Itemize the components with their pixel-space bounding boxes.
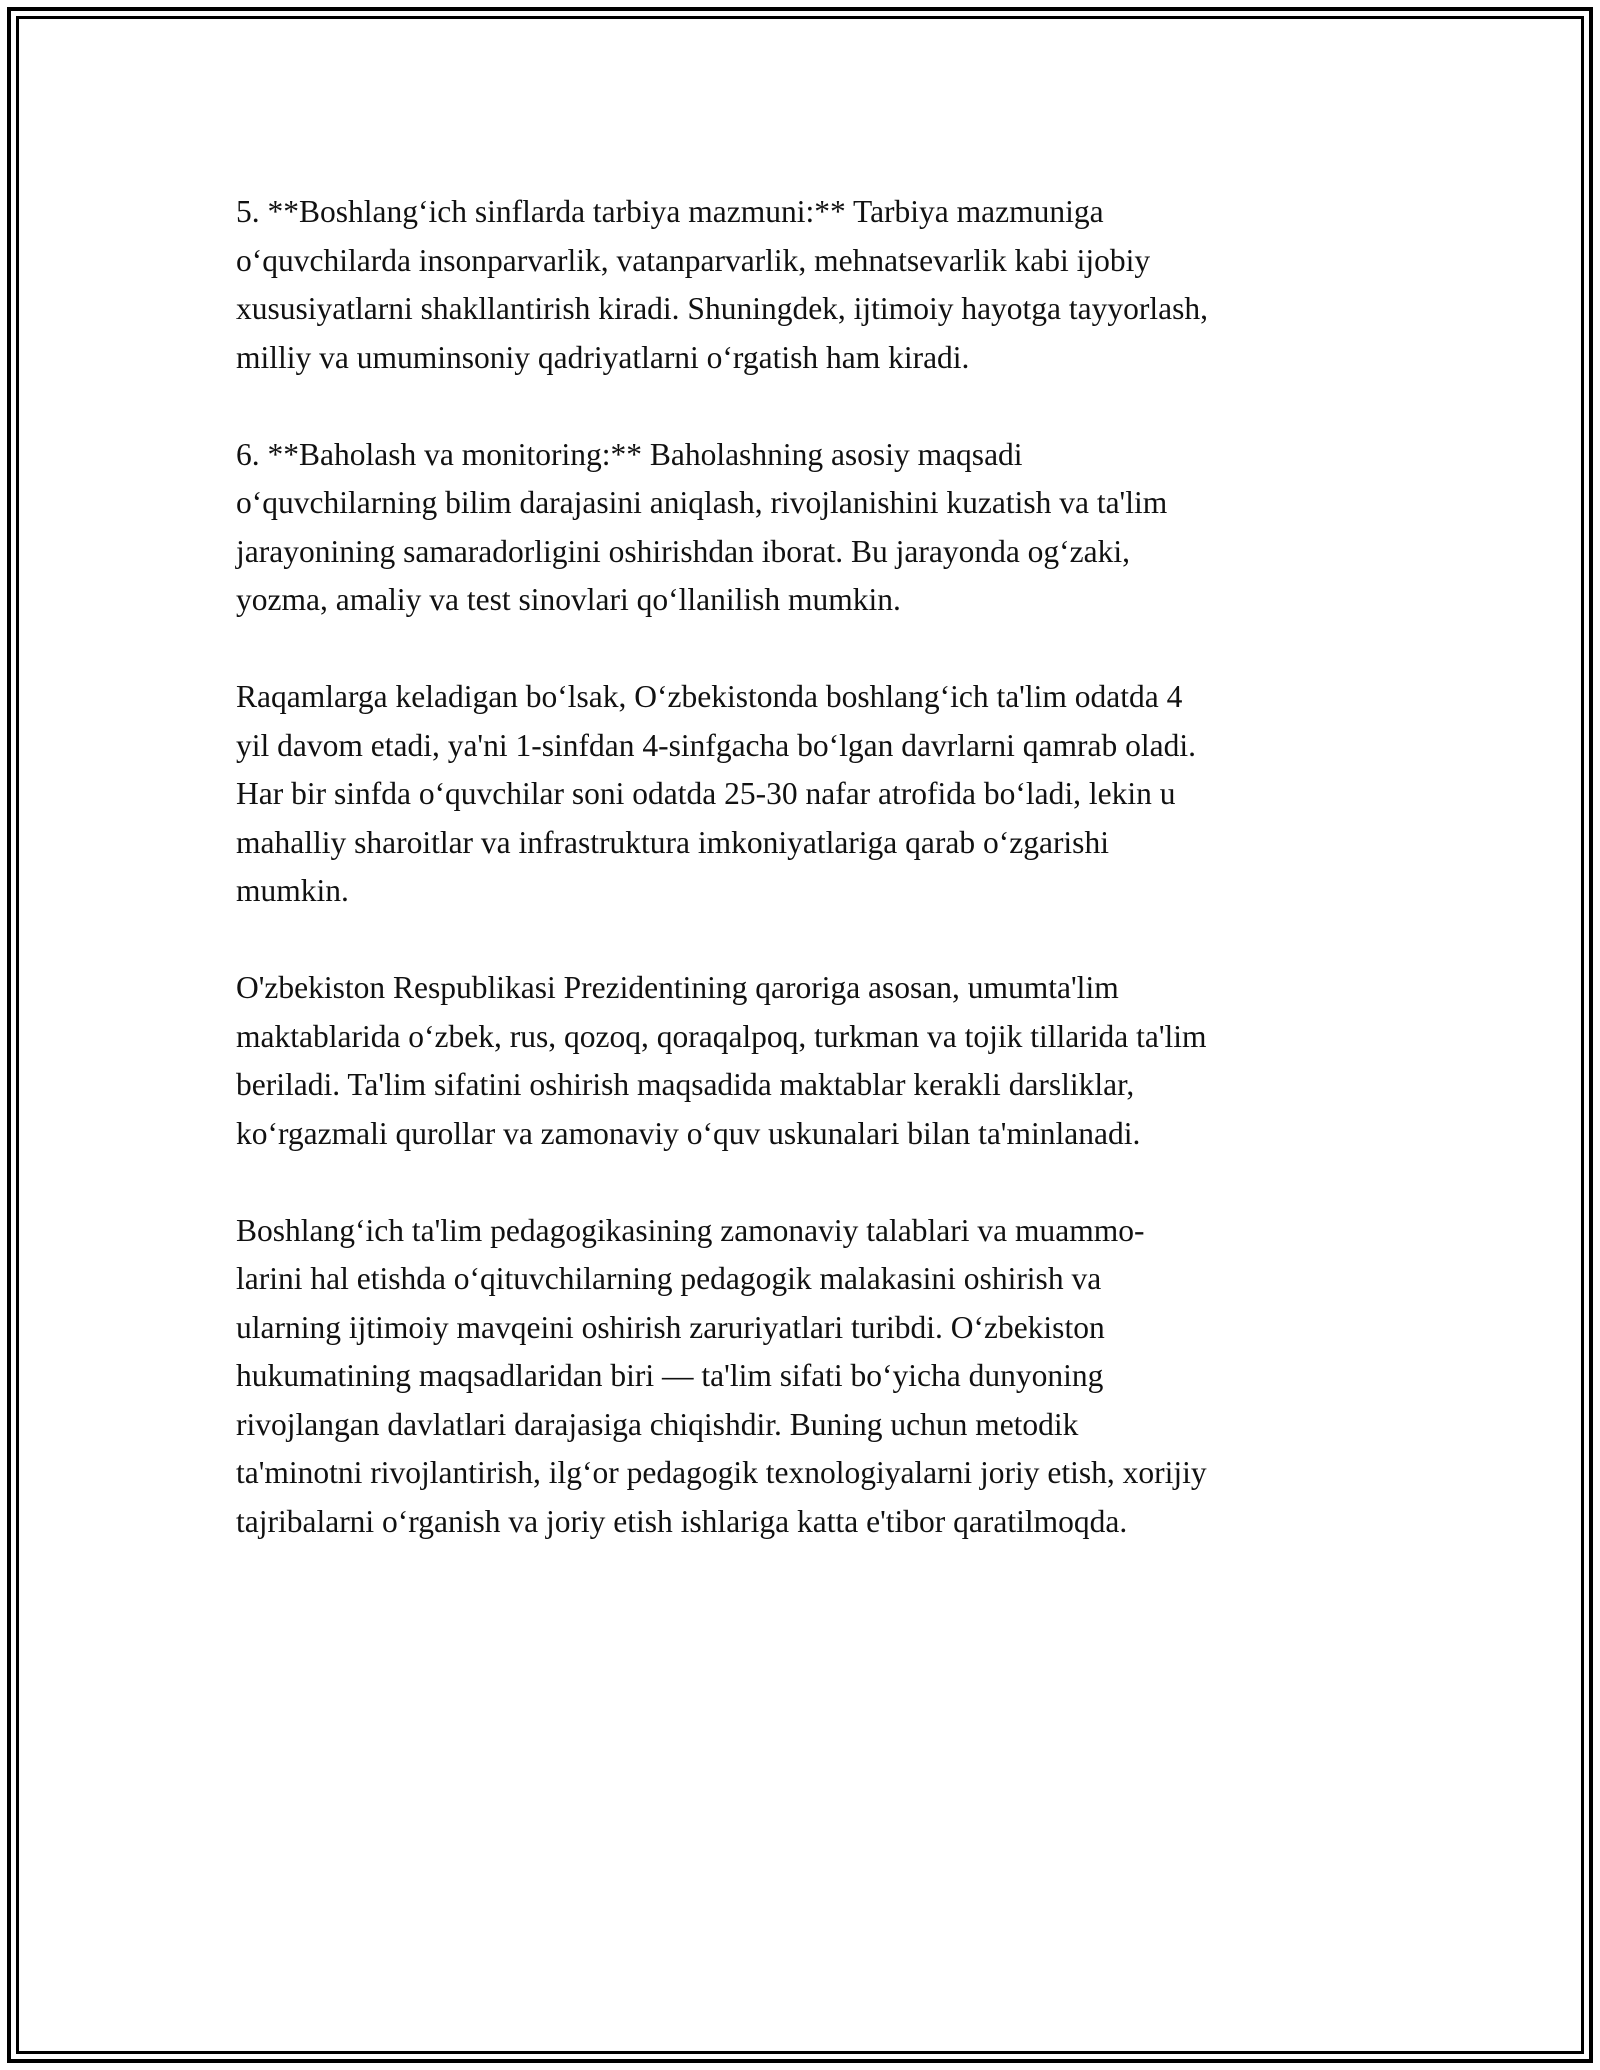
text-line: Raqamlarga keladigan bo‘lsak, O‘zbekistonda boshlang‘ich ta'lim odatda 4 <box>236 679 1183 714</box>
text-line: o‘quvchilarning bilim darajasini aniqlash, rivojlanishini kuzatish va ta'lim <box>236 485 1168 520</box>
text-line: larini hal etishda o‘qituvchilarning pedagogik malakasini oshirish va <box>236 1261 1102 1296</box>
text-line: Boshlang‘ich ta'lim pedagogikasining zamonaviy talablari va muammo- <box>236 1212 1145 1248</box>
text-line: maktablarida o‘zbek, rus, qozoq, qoraqalpoq, turkman va tojik tillarida ta'lim <box>236 1018 1207 1054</box>
text-line: yil davom etadi, ya'ni 1-sinfdan 4-sinfgacha bo‘lgan davrlarni qamrab oladi. <box>236 727 1196 763</box>
text-line: O'zbekiston Respublikasi Prezidentining qaroriga asosan, umumta'lim <box>236 970 1119 1005</box>
text-line: hukumatining maqsadlaridan biri — ta'lim sifati bo‘yicha dunyoning <box>236 1358 1104 1393</box>
text-line: Har bir sinfda o‘quvchilar soni odatda 25-30 nafar atrofida bo‘ladi, lekin u <box>236 776 1176 811</box>
paragraph-numbers <box>236 673 1376 916</box>
text-line: jarayonining samaradorligini oshirishdan iborat. Bu jarayonda og‘zaki, <box>236 533 1131 569</box>
paragraph-upbringing-content <box>236 188 1376 382</box>
text-line: mahalliy sharoitlar va infrastruktura imkoniyatlariga qarab o‘zgarishi <box>236 824 1109 860</box>
text-line: beriladi. Ta'lim sifatini oshirish maqsadida maktablar kerakli darsliklar, <box>236 1067 1135 1102</box>
document-body <box>236 188 1376 1595</box>
paragraph-assessment-monitoring <box>236 431 1376 625</box>
text-line: milliy va umuminsoniy qadriyatlarni o‘rgatish ham kiradi. <box>236 339 970 375</box>
paragraph-languages-of-instruction <box>236 964 1376 1158</box>
text-line: ta'minotni rivojlantirish, ilg‘or pedagogik texnologiyalarni joriy etish, xorijiy <box>236 1455 1207 1490</box>
text-line: mumkin. <box>236 873 349 908</box>
text-line: 5. **Boshlang‘ich sinflarda tarbiya mazmuni:** Tarbiya mazmuniga <box>236 194 1104 229</box>
text-line: yozma, amaliy va test sinovlari qo‘llanilish mumkin. <box>236 582 901 617</box>
text-line: xususiyatlarni shakllantirish kiradi. Shuningdek, ijtimoiy hayotga tayyorlash, <box>236 291 1208 326</box>
text-line: tajribalarni o‘rganish va joriy etish ishlariga katta e'tibor qaratilmoqda. <box>236 1503 1128 1539</box>
text-line: rivojlangan davlatlari darajasiga chiqishdir. Buning uchun metodik <box>236 1406 1079 1442</box>
paragraph-modern-requirements <box>236 1207 1376 1547</box>
text-line: ularning ijtimoiy mavqeini oshirish zaruriyatlari turibdi. O‘zbekiston <box>236 1309 1105 1345</box>
text-line: 6. **Baholash va monitoring:** Baholashning asosiy maqsadi <box>236 436 1023 472</box>
text-line: ko‘rgazmali qurollar va zamonaviy o‘quv uskunalari bilan ta'minlanadi. <box>236 1115 1141 1151</box>
text-line: o‘quvchilarda insonparvarlik, vatanparvarlik, mehnatsevarlik kabi ijobiy <box>236 242 1151 278</box>
